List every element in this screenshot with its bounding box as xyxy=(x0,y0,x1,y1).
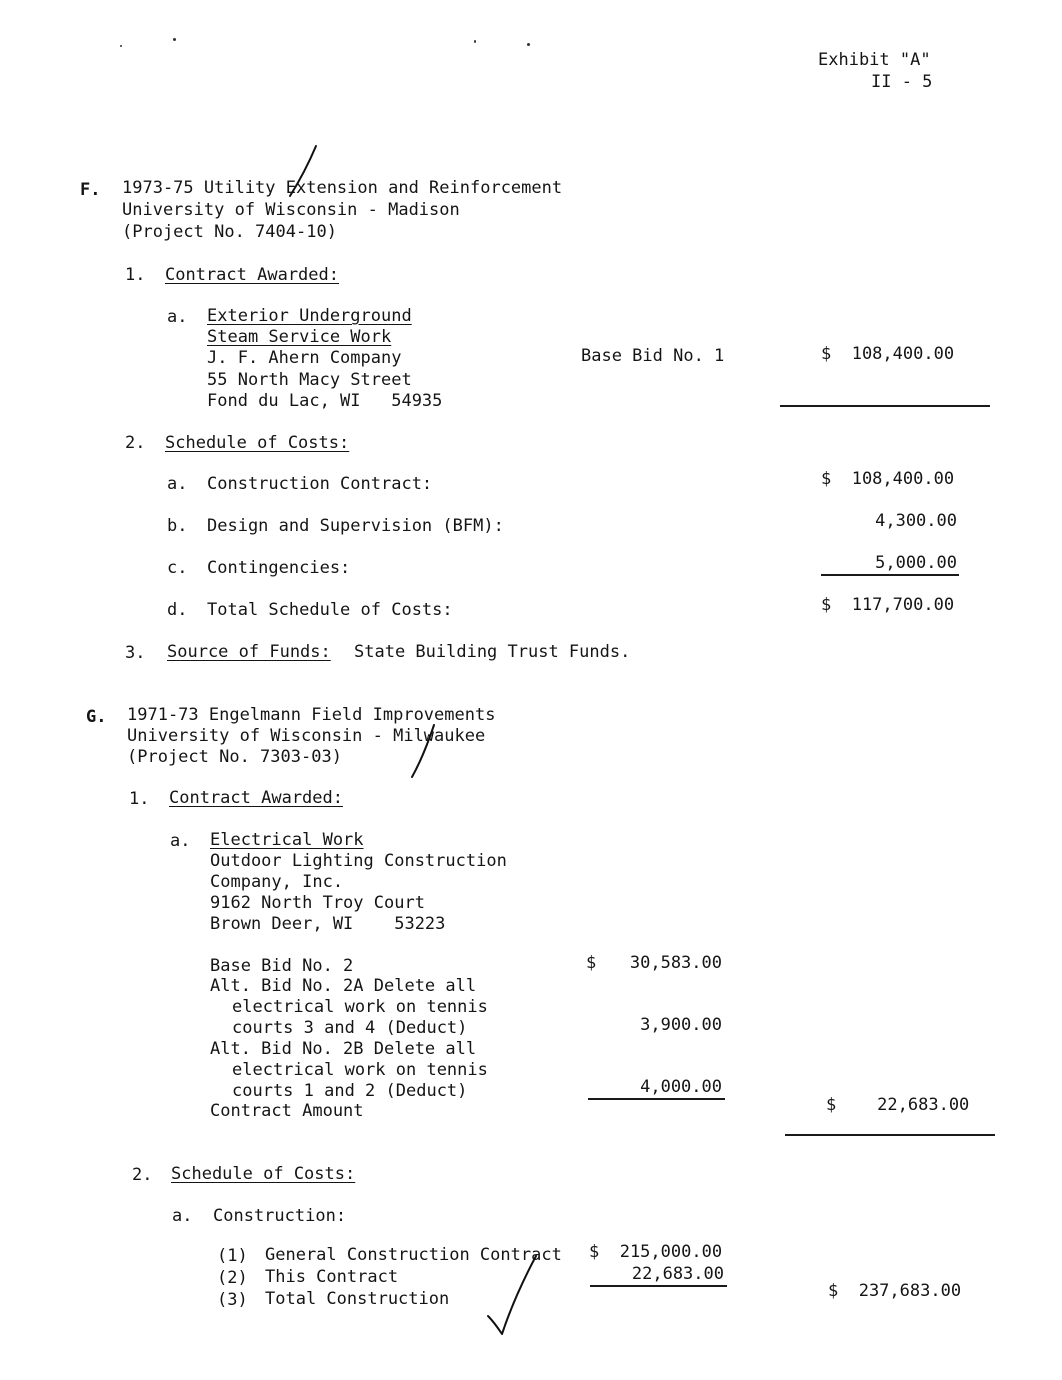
f-bid-amount: $ 108,400.00 xyxy=(821,344,955,364)
section-f-project: (Project No. 7404-10) xyxy=(122,222,337,242)
section-f-letter: F. xyxy=(80,180,101,200)
g-company-line2: Company, Inc. xyxy=(210,872,344,892)
f-work-line2: Steam Service Work xyxy=(207,327,392,347)
f-street: 55 North Macy Street xyxy=(207,370,412,390)
g-alt2a-line: Alt. Bid No. 2A Delete all xyxy=(210,976,477,996)
f-schedule-heading: Schedule of Costs: xyxy=(165,433,350,453)
g-contract-heading: Contract Awarded: xyxy=(169,788,343,808)
g-alt2b-line: electrical work on tennis xyxy=(232,1060,488,1080)
f-cost-rule xyxy=(821,574,959,576)
g-bids-rule xyxy=(588,1098,725,1100)
g-line-num: (1) xyxy=(217,1246,248,1266)
g-alt2b-line: courts 1 and 2 (Deduct) xyxy=(232,1081,468,1101)
page-number: II - 5 xyxy=(871,72,933,92)
exhibit-label: Exhibit "A" xyxy=(818,50,931,70)
section-g-letter: G. xyxy=(86,707,107,727)
g-work: Electrical Work xyxy=(210,830,364,850)
g-construction-letter: a. xyxy=(172,1206,193,1226)
g-base-bid-currency: $ xyxy=(586,953,597,973)
section-f-title: 1973-75 Utility Extension and Reinforcement xyxy=(122,178,563,198)
f-schedule-num: 2. xyxy=(125,433,146,453)
f-cost-letter: d. xyxy=(167,600,188,620)
g-base-bid-amount: 30,583.00 xyxy=(629,953,722,973)
g-alt2b-amount: 4,000.00 xyxy=(640,1077,722,1097)
g-alt2a-amount: 3,900.00 xyxy=(640,1015,722,1035)
g-street: 9162 North Troy Court xyxy=(210,893,425,913)
g-schedule-heading: Schedule of Costs: xyxy=(171,1164,356,1184)
g-construction-label: Construction: xyxy=(213,1206,347,1226)
f-cost-letter: a. xyxy=(167,474,188,494)
f-cost-amount: 5,000.00 xyxy=(875,553,957,573)
f-work-line1: Exterior Underground xyxy=(207,306,412,326)
f-city: Fond du Lac, WI 54935 xyxy=(207,391,443,411)
g-alt2b-line: Alt. Bid No. 2B Delete all xyxy=(210,1039,477,1059)
g-alt2a-line: electrical work on tennis xyxy=(232,997,488,1017)
g-contract-amount-label: Contract Amount xyxy=(210,1101,364,1121)
f-cost-amount: $ 108,400.00 xyxy=(821,469,955,489)
g-contract-num: 1. xyxy=(129,789,150,809)
section-g-project: (Project No. 7303-03) xyxy=(127,747,342,767)
f-funds-heading: Source of Funds: xyxy=(167,642,331,662)
f-contract-num: 1. xyxy=(125,265,146,285)
g-alt2a-line: courts 3 and 4 (Deduct) xyxy=(232,1018,468,1038)
speck xyxy=(474,40,476,43)
f-bid-label: Base Bid No. 1 xyxy=(581,346,725,366)
g-item-letter: a. xyxy=(170,831,191,851)
f-cost-label: Total Schedule of Costs: xyxy=(207,600,453,620)
g-line-amount: 22,683.00 xyxy=(631,1264,724,1284)
f-item-letter: a. xyxy=(167,307,188,327)
section-f-campus: University of Wisconsin - Madison xyxy=(122,200,460,220)
g-line-amount: $ 215,000.00 xyxy=(589,1242,723,1262)
g-contract-rule xyxy=(785,1134,995,1136)
g-line-label: Total Construction xyxy=(265,1289,450,1309)
speck xyxy=(120,45,122,47)
g-line-label: This Contract xyxy=(265,1267,399,1287)
g-contract-amount: $ 22,683.00 xyxy=(826,1095,970,1115)
g-construction-rule xyxy=(590,1285,727,1287)
f-cost-total: $ 117,700.00 xyxy=(821,595,955,615)
f-contract-heading: Contract Awarded: xyxy=(165,265,339,285)
f-funds-num: 3. xyxy=(125,643,146,663)
speck xyxy=(173,38,176,41)
f-bid-rule xyxy=(780,405,990,407)
f-cost-letter: b. xyxy=(167,516,188,536)
f-cost-amount: 4,300.00 xyxy=(875,511,957,531)
g-line-num: (2) xyxy=(217,1268,248,1288)
section-g-title: 1971-73 Engelmann Field Improvements xyxy=(127,705,496,725)
g-total-construction-amount: $ 237,683.00 xyxy=(828,1281,962,1301)
f-cost-label: Design and Supervision (BFM): xyxy=(207,516,504,536)
f-cost-label: Contingencies: xyxy=(207,558,351,578)
section-g-campus: University of Wisconsin - Milwaukee xyxy=(127,726,486,746)
speck xyxy=(527,43,530,46)
f-company: J. F. Ahern Company xyxy=(207,348,402,368)
f-funds-value: State Building Trust Funds. xyxy=(354,642,631,662)
f-cost-label: Construction Contract: xyxy=(207,474,433,494)
g-city: Brown Deer, WI 53223 xyxy=(210,914,446,934)
f-cost-letter: c. xyxy=(167,558,188,578)
g-line-label: General Construction Contract xyxy=(265,1245,562,1265)
g-base-bid-label: Base Bid No. 2 xyxy=(210,956,354,976)
g-schedule-num: 2. xyxy=(132,1165,153,1185)
g-line-num: (3) xyxy=(217,1290,248,1310)
g-company-line1: Outdoor Lighting Construction xyxy=(210,851,507,871)
